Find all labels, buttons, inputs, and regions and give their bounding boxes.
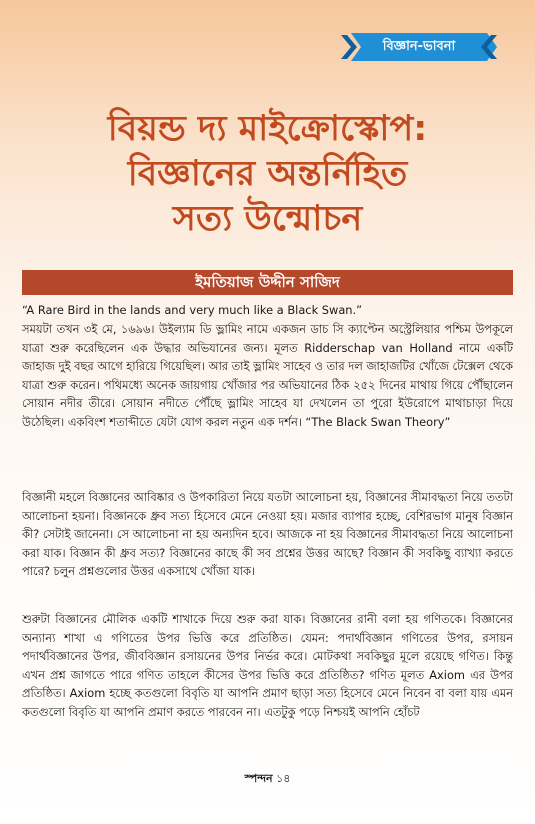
- author-name: ইমতিয়াজ উদ্দীন সাজিদ: [195, 273, 340, 291]
- author-bar: [22, 270, 513, 295]
- section-badge-label: বিজ্ঞান-ভাবনা: [382, 39, 456, 54]
- page-number: ১৪: [276, 772, 291, 785]
- magazine-name: স্পন্দন: [244, 772, 273, 785]
- opening-quote: “A Rare Bird in the lands and very much like a Black Swan.”: [22, 303, 363, 317]
- title-line-1: বিয়ন্ড দ্য মাইক্রোস্কোপ:: [107, 109, 428, 149]
- section-badge: [341, 33, 497, 61]
- page-footer: [0, 770, 535, 789]
- title-line-2: বিজ্ঞানের অন্তর্নিহিত: [127, 154, 408, 194]
- article-title: [0, 107, 535, 242]
- title-line-3: সত্য উন্মোচন: [172, 199, 363, 239]
- paragraph-3: শুরুটা বিজ্ঞানের মৌলিক একটি শাখাকে দিয়ে শুরু করা যাক। বিজ্ঞানের রানী বলা হয় গণিতকে। বিজ্ঞানের অন্যান্য শাখা এ গণিতের উপর ভিত্তি করে প্রতিষ্ঠিত। যেমন: পদার্থবিজ্ঞান গণিতের উপর, রসায়ন পদার্থবিজ্ঞানের উপর, জীববিজ্ঞান রসায়নের উপর নির্ভর করে। মোটকথা সবকিছুর মূলে রয়েছে গণিত। কিন্তু এখন প্রশ্ন জাগতে পারে গণিত তাহলে কীসের উপর ভিত্তি করে প্রতিষ্ঠিত? গণিত মূলত Axiom এর উপর প্রতিষ্ঠিত। Axiom হচ্ছে কতগুলো বিবৃতি যা আপনি প্রমাণ ছাড়া সত্য হিসেবে মেনে নিবেন বা বলা যায় এমন কতগুলো বিবৃতি যা আপনি প্রমাণ করতে পারবেন না। এতটুকু পড়ে নিশ্চয়ই আপনি হোঁচট: [22, 612, 513, 719]
- paragraph-2: বিজ্ঞানী মহলে বিজ্ঞানের আবিষ্কার ও উপকারিতা নিয়ে যতটা আলোচনা হয়, বিজ্ঞানের সীমাবদ্ধতা নিয়ে ততটা আলোচনা হয়না। বিজ্ঞানকে ধ্রুব সত্য হিসেবে মেনে নেওয়া হয়। মজার ব্যাপার হচ্ছে, বেশিরভাগ মানুষ বিজ্ঞান কী? সেটাই জানেনা। সে আলোচনা না হয় অন্যদিন হবে। আজকে না হয় বিজ্ঞানের সীমাবদ্ধতা নিয়ে আলোচনা করা যাক। বিজ্ঞান কী ধ্রুব সত্য? বিজ্ঞানের কাছে কী সব প্রশ্নের উত্তর আছে? বিজ্ঞান কী সবকিছু ব্যাখ্যা করতে পারে? চলুন প্রশ্নগুলোর উত্তর একসাথে খোঁজা যাক।: [22, 490, 513, 578]
- paragraph-1: সময়টা তখন ৩ই মে, ১৬৯৬। উইল্যাম ডি ভ্লামিং নামে একজন ডাচ সি ক্যাপ্টেন অস্ট্রেলিয়ার পশ্চিম উপকূলে যাত্রা শুরু করেছিলেন এক উদ্ধার অভিযানের জন্য। মূলত Ridderschap van Holland নামে একটি জাহাজ দুই বছর আগে হারিয়ে গিয়েছিল। আর তাই ভ্লামিং সাহেব ও তার দল জাহাজটির খোঁজে টেক্সেল থেকে যাত্রা শুরু করেন। পথিমধ্যে অনেক জায়গায় খোঁজার পর অভিযানের ঠিক ২৫২ দিনের মাথায় গিয়ে পৌঁছালেন সোয়ান নদীর তীরে। সোয়ান নদীতে পৌঁছে ভ্লামিং সাহেব যা দেখলেন তা পুরো ইউরোপে মাথাচাড়া দিয়ে উঠেছিল। একবিংশ শতাব্দীতে যেটা যোগ করল নতুন এক দর্শন। “The Black Swan Theory”: [22, 322, 513, 429]
